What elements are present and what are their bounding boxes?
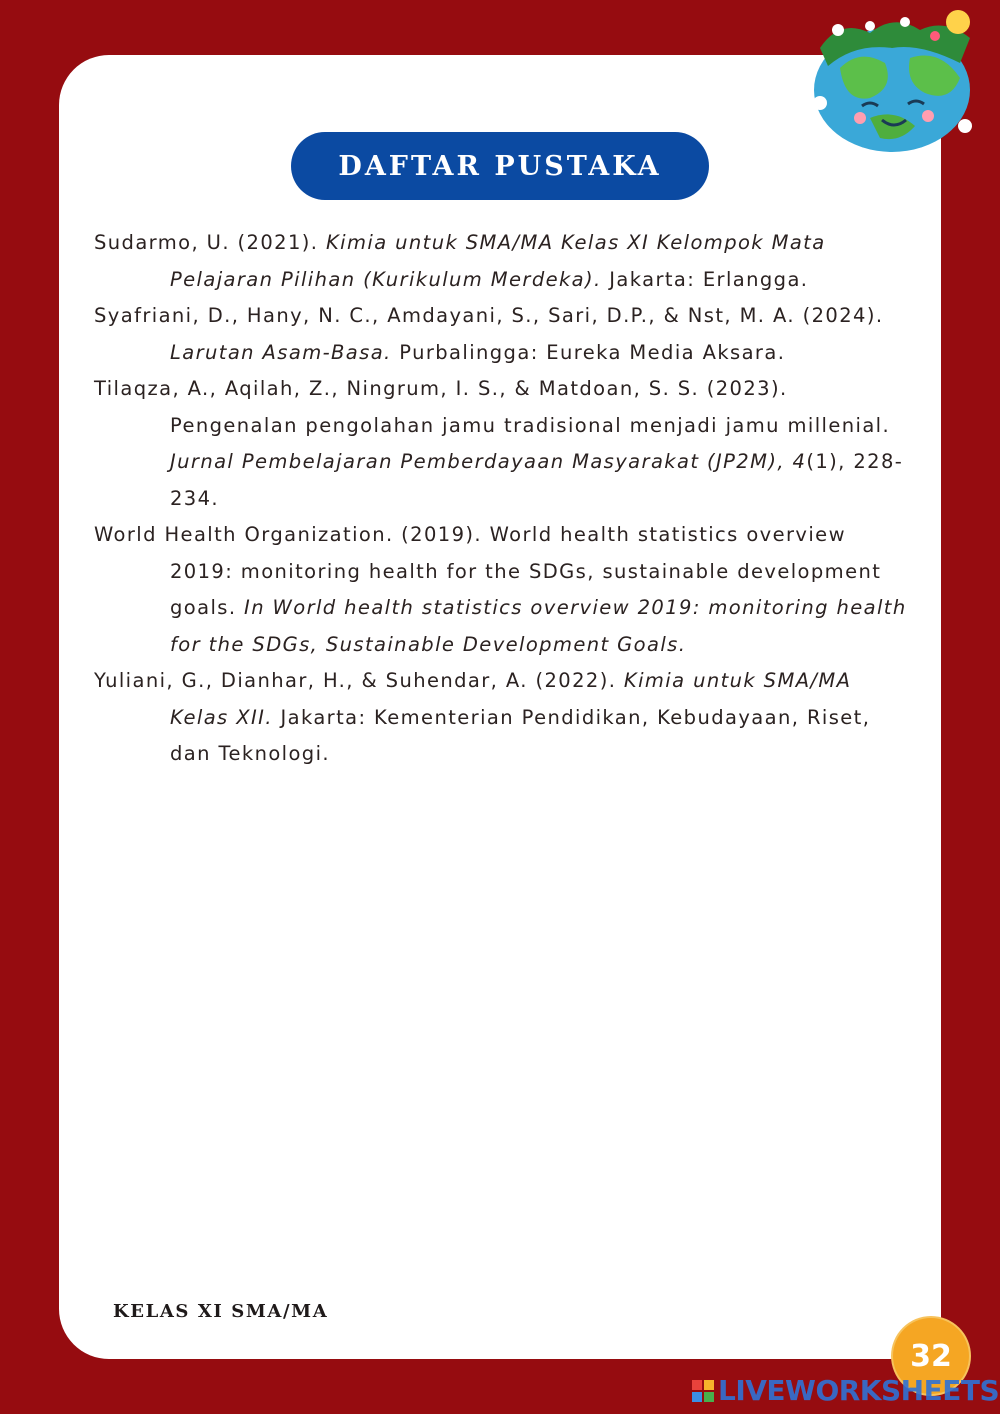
- watermark-text: LIVEWORKSHEETS: [718, 1374, 1000, 1407]
- reference-list: [94, 225, 914, 773]
- page-number-badge: 32: [893, 1318, 969, 1394]
- liveworksheets-logo-icon: [692, 1380, 714, 1402]
- reference-item: World Health Organization. (2019). World health statistics overview 2019: monitoring health for the SDGs, sustainable development goals. In World health statistics overview 2019: monitoring health for the SDGs, Sustainable Development Goals.: [94, 523, 907, 656]
- footer-class-label: KELAS XI SMA/MA: [113, 1301, 329, 1322]
- earth-illustration-icon: [800, 8, 990, 158]
- liveworksheets-watermark[interactable]: [692, 1374, 999, 1407]
- reference-item: Tilaqza, A., Aqilah, Z., Ningrum, I. S., & Matdoan, S. S. (2023). Pengenalan pengolahan jamu tradisional menjadi jamu millenial. Jurnal Pembelajaran Pemberdayaan Masyarakat (JP2M), 4(1), 228-234.: [94, 377, 904, 510]
- reference-item: Syafriani, D., Hany, N. C., Amdayani, S., Sari, D.P., & Nst, M. A. (2024). Larutan Asam-Basa. Purbalingga: Eureka Media Aksara.: [94, 304, 884, 364]
- reference-item: Sudarmo, U. (2021). Kimia untuk SMA/MA Kelas XI Kelompok Mata Pelajaran Pilihan (Kurikulum Merdeka). Jakarta: Erlangga.: [94, 231, 826, 291]
- page-title: DAFTAR PUSTAKA: [291, 132, 709, 200]
- reference-item: Yuliani, G., Dianhar, H., & Suhendar, A. (2022). Kimia untuk SMA/MA Kelas XII. Jakarta: Kementerian Pendidikan, Kebudayaan, Riset, dan Teknologi.: [94, 669, 871, 765]
